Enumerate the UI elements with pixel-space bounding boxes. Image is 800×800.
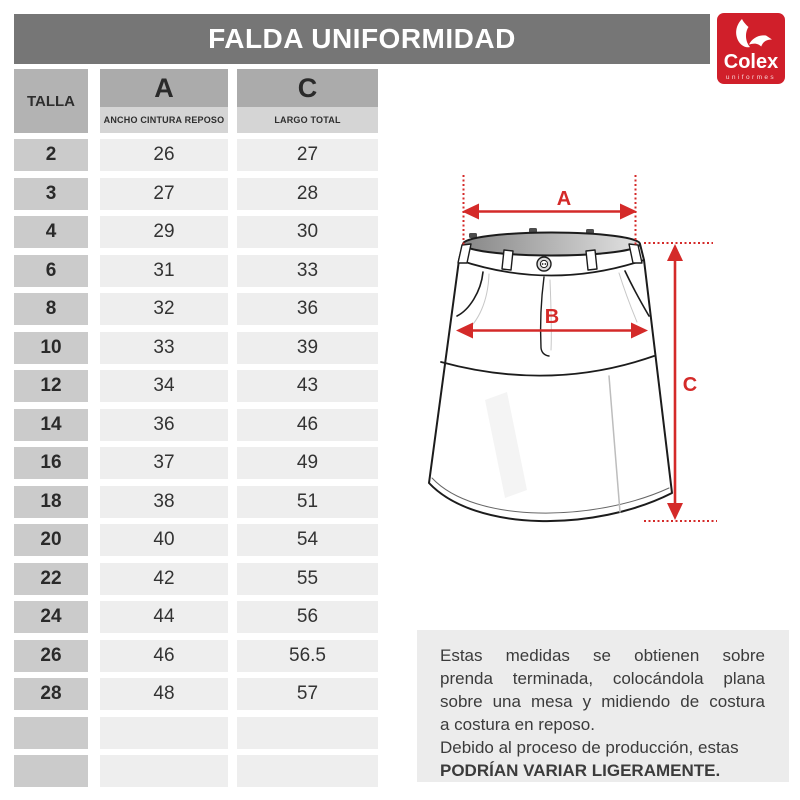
cell-c: 54: [237, 524, 378, 556]
belt-loop: [502, 250, 513, 270]
column-description-c: LARGO TOTAL: [237, 107, 378, 133]
cell-a: [100, 717, 228, 749]
cell-talla: 3: [14, 178, 88, 210]
waist-opening: [463, 233, 640, 256]
cell-c: 30: [237, 216, 378, 248]
table-row: [14, 370, 378, 402]
cell-talla: [14, 717, 88, 749]
note-line: prenda terminada, colocándola plana: [440, 669, 765, 688]
cell-a: 29: [100, 216, 228, 248]
note-line: sobre una mesa y midiendo de costura: [440, 692, 765, 711]
skirt-drawing: [429, 228, 672, 521]
table-row: [14, 409, 378, 441]
diagram-label-c: C: [682, 374, 698, 396]
column-header-a: [100, 69, 228, 133]
cell-c: 28: [237, 178, 378, 210]
cell-talla: 4: [14, 216, 88, 248]
note-line: PODRÍAN VARIAR LIGERAMENTE.: [440, 761, 721, 780]
cell-c: 56: [237, 601, 378, 633]
cell-talla: 16: [14, 447, 88, 479]
table-row: [14, 678, 378, 710]
cell-a: 44: [100, 601, 228, 633]
bird-icon: [729, 18, 773, 51]
cell-talla: 20: [14, 524, 88, 556]
cell-a: [100, 755, 228, 787]
cell-talla: 14: [14, 409, 88, 441]
column-letter-a: A: [100, 69, 228, 107]
talla-header-cell: TALLA: [14, 69, 88, 133]
table-row: [14, 216, 378, 248]
size-table-rows: [14, 139, 378, 794]
cell-talla: 8: [14, 293, 88, 325]
note-line: Debido al proceso de producción, estas: [440, 738, 739, 757]
belt-loop: [586, 250, 597, 270]
table-row: [14, 139, 378, 171]
cell-talla: 22: [14, 563, 88, 595]
cell-talla: 28: [14, 678, 88, 710]
brand-name: Colex: [723, 51, 779, 73]
cell-a: 32: [100, 293, 228, 325]
skirt-diagram: [405, 160, 800, 575]
cell-a: 34: [100, 370, 228, 402]
page-title: FALDA UNIFORMIDAD: [208, 23, 516, 54]
cell-a: 46: [100, 640, 228, 672]
diagram-label-b: B: [544, 306, 560, 328]
table-row: [14, 486, 378, 518]
table-row: [14, 178, 378, 210]
size-table-header: [14, 69, 378, 133]
column-header-c: [237, 69, 378, 133]
cell-a: 40: [100, 524, 228, 556]
table-row: [14, 640, 378, 672]
cell-talla: 2: [14, 139, 88, 171]
table-row: [14, 293, 378, 325]
cell-a: 31: [100, 255, 228, 287]
column-letter-c: C: [237, 69, 378, 107]
cell-talla: 26: [14, 640, 88, 672]
note-line: a costura en reposo.: [440, 715, 595, 734]
cell-talla: [14, 755, 88, 787]
table-row: [14, 563, 378, 595]
cell-a: 27: [100, 178, 228, 210]
cell-c: 43: [237, 370, 378, 402]
table-row: [14, 332, 378, 364]
cell-c: 33: [237, 255, 378, 287]
cell-a: 38: [100, 486, 228, 518]
cell-a: 37: [100, 447, 228, 479]
cell-a: 48: [100, 678, 228, 710]
cell-c: 55: [237, 563, 378, 595]
button-inner: [540, 260, 547, 267]
table-row: [14, 601, 378, 633]
cell-talla: 6: [14, 255, 88, 287]
cell-c: 39: [237, 332, 378, 364]
cell-c: [237, 717, 378, 749]
cell-c: 46: [237, 409, 378, 441]
cell-talla: 10: [14, 332, 88, 364]
table-row: [14, 447, 378, 479]
cell-a: 42: [100, 563, 228, 595]
table-row: [14, 255, 378, 287]
table-row: [14, 524, 378, 556]
note-box: [417, 630, 789, 782]
cell-c: [237, 755, 378, 787]
brand-tagline: uniformes: [725, 74, 777, 81]
cell-talla: 12: [14, 370, 88, 402]
cell-a: 26: [100, 139, 228, 171]
cell-a: 36: [100, 409, 228, 441]
cell-c: 49: [237, 447, 378, 479]
cell-talla: 18: [14, 486, 88, 518]
cell-c: 36: [237, 293, 378, 325]
column-description-a: ANCHO CINTURA REPOSO: [100, 107, 228, 133]
table-row: [14, 717, 378, 749]
title-bar: [14, 14, 710, 64]
cell-c: 27: [237, 139, 378, 171]
cell-talla: 24: [14, 601, 88, 633]
diagram-label-a: A: [556, 188, 572, 210]
note-line: Estas medidas se obtienen sobre: [440, 646, 765, 665]
table-row: [14, 755, 378, 787]
cell-c: 56.5: [237, 640, 378, 672]
cell-c: 51: [237, 486, 378, 518]
cell-a: 33: [100, 332, 228, 364]
brand-logo: [717, 13, 785, 84]
cell-c: 57: [237, 678, 378, 710]
